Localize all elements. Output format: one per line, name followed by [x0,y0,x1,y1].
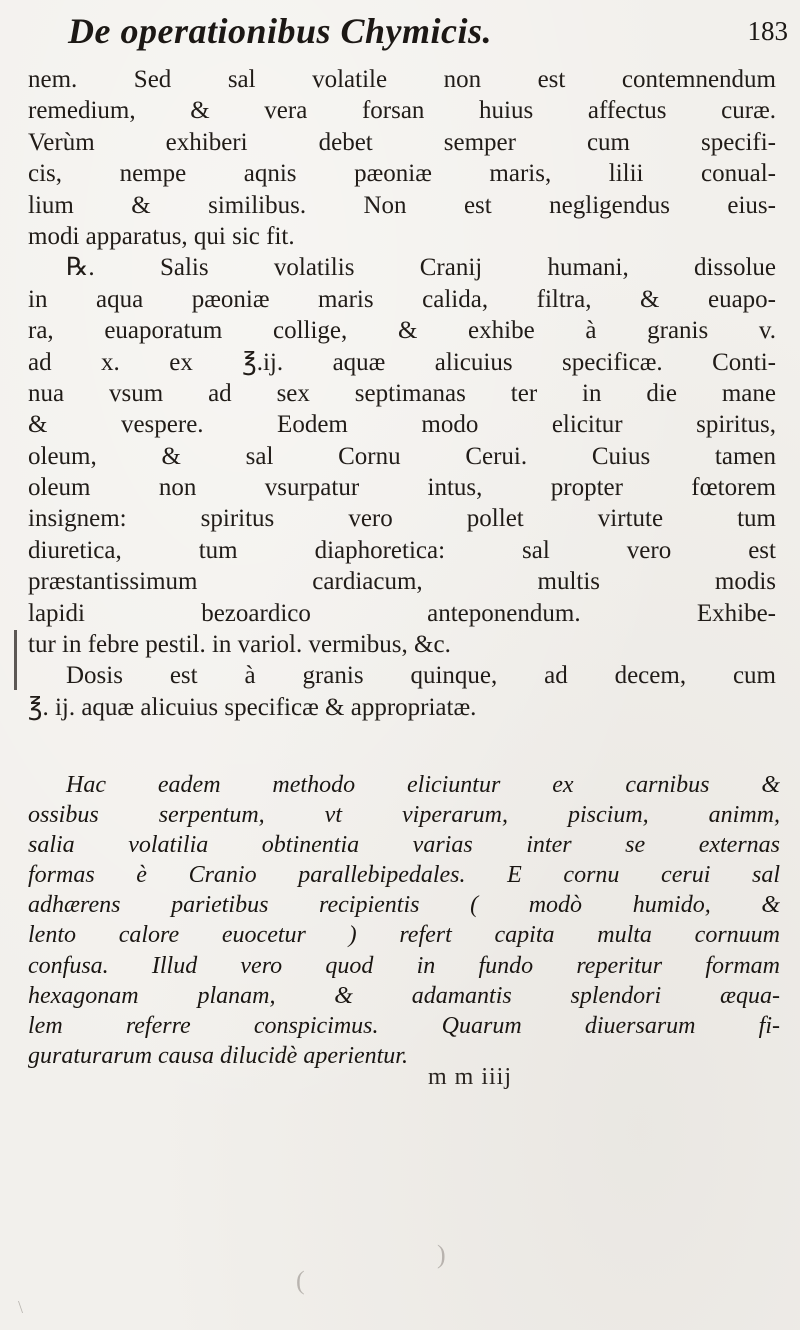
bleed-through-mark: \ [18,1297,24,1317]
recipe-line: diuretica, tum diaphoretica: sal vero est [28,536,776,564]
italic-note [28,770,780,1071]
text-line: nem. Sed sal volatile non est contemnendum [28,66,776,93]
bleed-through-mark: ) [437,1240,446,1269]
recipe-line: ad x. ex ℥.ij. aquæ alicuius specificæ. Conti- [28,348,776,376]
page-number: 183 [747,16,788,46]
recipe-line: insignem: spiritus vero pollet virtute tum [28,505,776,533]
bleed-through-mark: ( [296,1266,305,1295]
italic-line: lento calore euocetur ) refert capita multa cornuum [28,922,780,949]
text-line: cis, nempe aqnis pæoniæ maris, lilii conual- [28,160,776,188]
signature-mark: m m iiij [428,1064,513,1090]
recipe-line: in aqua pæoniæ maris calida, filtra, & euapo- [28,285,776,313]
recipe-line: nua vsum ad sex septimanas ter in die mane [28,379,776,407]
recipe-line: tur in febre pestil. in variol. vermibus, &c. [28,631,451,659]
italic-line: adhærens parietibus recipientis ( modò humido, & [28,892,780,919]
text-line: lium & similibus. Non est negligendus eius- [28,191,776,219]
text-line: remedium, & vera forsan huius affectus curæ. [28,97,776,125]
italic-line: hexagonam planam, & adamantis splendori æqua- [28,982,780,1009]
running-title: De operationibus Chymicis. [68,11,493,51]
italic-line: lem referre conspicimus. Quarum diuersarum fi- [28,1012,780,1039]
dose-line: ℥. ij. aquæ alicuius specificæ & appropriatæ. [28,693,477,721]
recipe-line: præstantissimum cardiacum, multis modis [28,568,776,596]
italic-line: formas è Cranio parallebipedales. E cornu cerui sal [28,862,780,889]
dose-line: Dosis est à granis quinque, ad decem, cum [66,662,776,690]
page-header [58,10,788,60]
text-line: modi apparatus, qui sic fit. [28,222,295,250]
recipe-line: oleum non vsurpatur intus, propter fœtorem [28,474,776,502]
italic-line: Hac eadem methodo eliciuntur ex carnibus & [66,772,780,798]
recipe-line: ra, euaporatum collige, & exhibe à granis v. [28,317,776,345]
italic-line: confusa. Illud vero quod in fundo reperitur formam [28,952,780,979]
recipe-line: oleum, & sal Cornu Cerui. Cuius tamen [28,442,776,470]
margin-mark [14,630,17,690]
italic-line: guraturarum causa dilucidè aperientur. [28,1042,408,1069]
main-text-block [28,64,776,723]
text-line: Verùm exhiberi debet semper cum specifi- [28,128,776,156]
recipe-line: & vespere. Eodem modo elicitur spiritus, [28,411,776,439]
italic-line: salia volatilia obtinentia varias inter se externas [28,832,780,859]
recipe-line: lapidi bezoardico anteponendum. Exhibe- [28,599,776,627]
italic-line: ossibus serpentum, vt viperarum, piscium, animm, [28,802,780,829]
recipe-line: ℞. Salis volatilis Cranij humani, dissolue [66,254,776,282]
